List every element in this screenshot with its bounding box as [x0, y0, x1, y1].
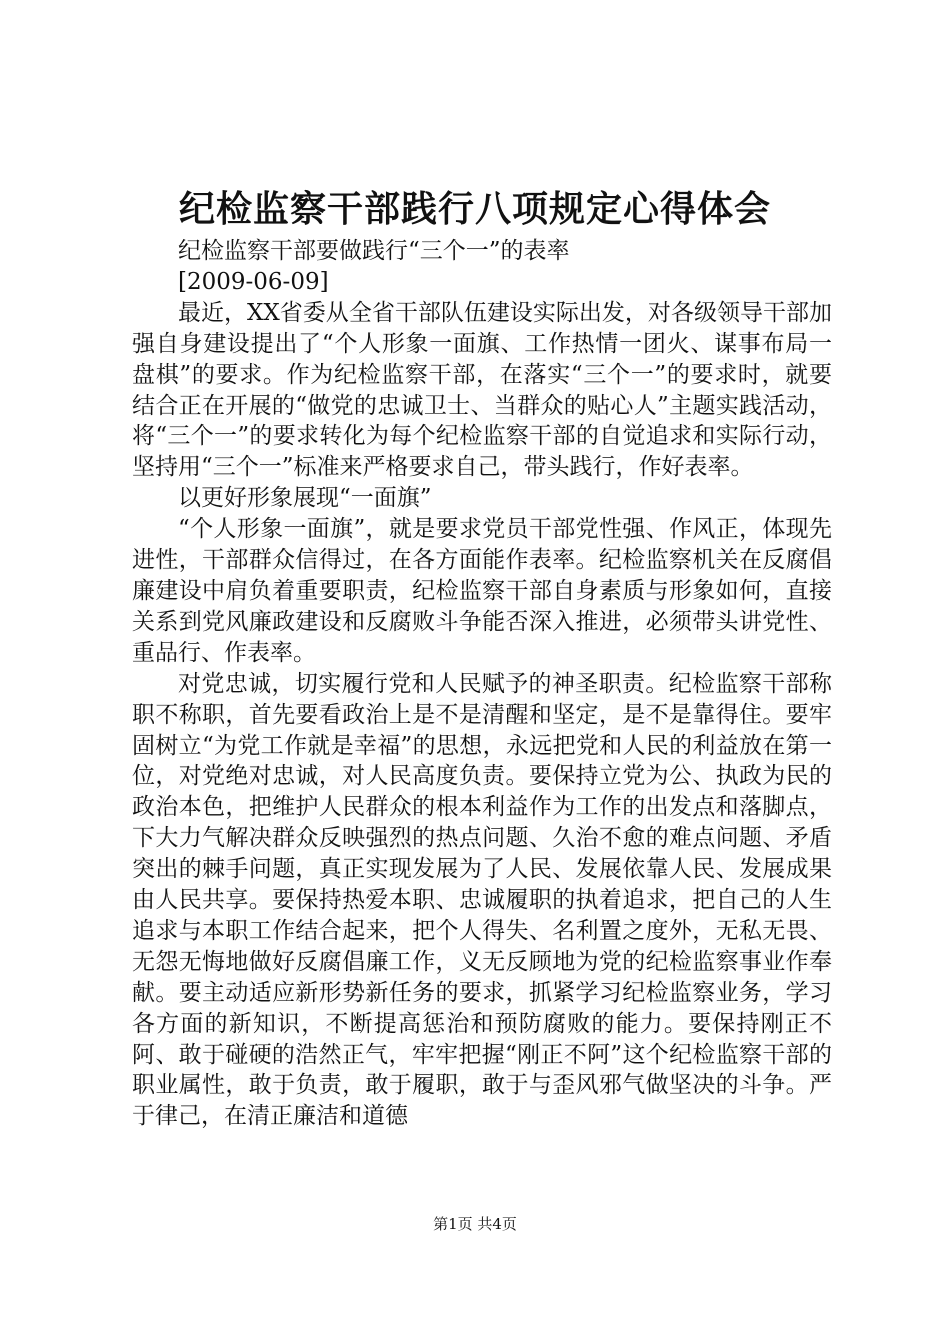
paragraph-intro: 最近，XX省委从全省干部队伍建设实际出发，对各级领导干部加强自身建设提出了“个人形象一面旗、工作热情一团火、谋事布局一盘棋”的要求。作为纪检监察干部，在落实“三个一”的要求时，就要结合正在开展的“做党的忠诚卫士、当群众的贴心人”主题实践活动，将“三个一”的要求转化为每个纪检监察干部的自觉追求和实际行动，坚持用“三个一”标准来严格要求自己，带头践行，作好表率。: [132, 299, 832, 481]
document-title: 纪检监察干部践行八项规定心得体会: [178, 188, 771, 230]
document-subtitle: 纪检监察干部要做践行“三个一”的表率: [178, 238, 570, 264]
document-body: [132, 236, 832, 1132]
paragraph-loyalty: 对党忠诚，切实履行党和人民赋予的神圣职责。纪检监察干部称职不称职，首先要看政治上是不是清醒和坚定，是不是靠得住。要牢固树立“为党工作就是幸福”的思想，永远把党和人民的利益放在第一位，对党绝对忠诚，对人民高度负责。要保持立党为公、执政为民的政治本色，把维护人民群众的根本利益作为工作的出发点和落脚点，下大力气解决群众反映强烈的热点问题、久治不愈的难点问题、矛盾突出的棘手问题，真正实现发展为了人民、发展依靠人民、发展成果由人民共享。要保持热爱本职、忠诚履职的执着追求，把自己的人生追求与本职工作结合起来，把个人得失、名利置之度外，无私无畏、无怨无悔地做好反腐倡廉工作，义无反顾地为党的纪检监察事业作奉献。要主动适应新形势新任务的要求，抓紧学习纪检监察业务，学习各方面的新知识，不断提高惩治和预防腐败的能力。要保持刚正不阿、敢于碰硬的浩然正气，牢牢把握“刚正不阿”这个纪检监察干部的职业属性，敢于负责，敢于履职，敢于与歪风邪气做坚决的斗争。严于律己，在清正廉洁和道德: [132, 670, 832, 1130]
page-footer: 第1页 共4页: [433, 1215, 517, 1233]
document-date: [2009-06-09]: [178, 268, 329, 295]
section-heading: 以更好形象展现“一面旗”: [178, 485, 432, 512]
paragraph-flag: “个人形象一面旗”，就是要求党员干部党性强、作风正，体现先进性，干部群众信得过，在各方面能作表率。纪检监察机关在反腐倡廉建设中肩负着重要职责，纪检监察干部自身素质与形象如何，直接关系到党风廉政建设和反腐败斗争能否深入推进，必须带头讲党性、重品行、作表率。: [132, 516, 832, 666]
